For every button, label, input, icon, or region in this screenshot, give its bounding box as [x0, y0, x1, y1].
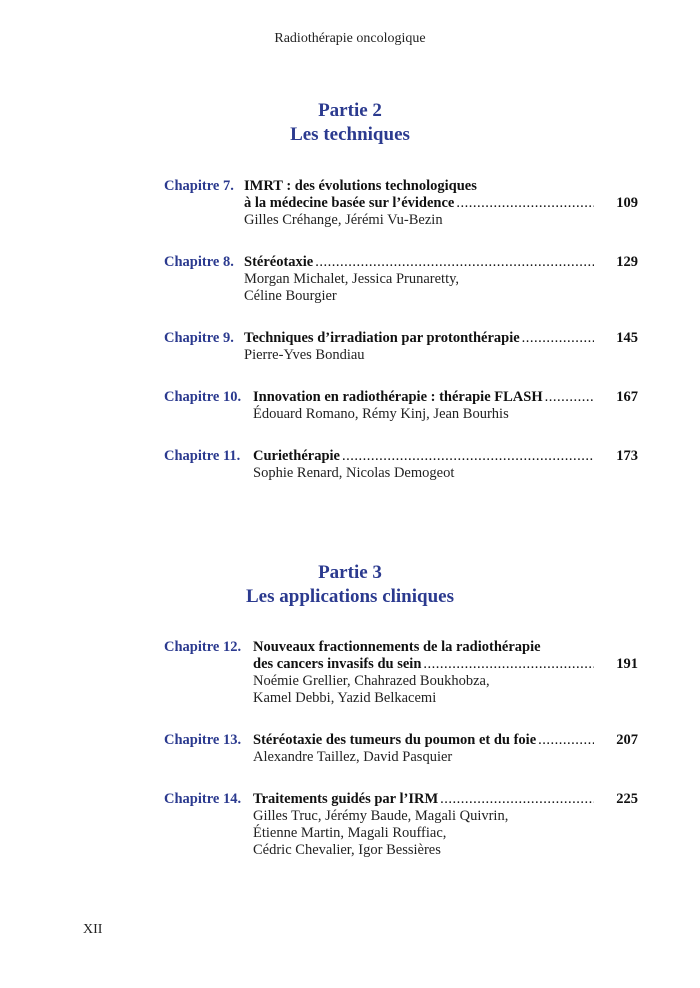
- chapter-title-text: Stéréotaxie des tumeurs du poumon et du foie: [253, 732, 537, 748]
- chapter-authors: Morgan Michalet, Jessica Prunaretty,: [244, 271, 460, 287]
- chapter-authors: Alexandre Taillez, David Pasquier: [253, 749, 453, 765]
- chapter-label: Chapitre 9.: [164, 330, 234, 346]
- chapter-page-number: 129: [616, 254, 638, 270]
- chapter-label: Chapitre 11.: [164, 448, 241, 464]
- dot-leader: [522, 330, 594, 347]
- chapter-authors: Étienne Martin, Magali Rouffiac,: [253, 825, 447, 841]
- chapter-title-text: Stéréotaxie: [244, 254, 314, 270]
- chapter-title-line: [253, 791, 594, 808]
- chapter-title-line: [253, 448, 594, 465]
- dot-leader: [423, 656, 594, 673]
- part-title: Les applications cliniques: [246, 586, 454, 607]
- chapter-label: Chapitre 7.: [164, 178, 234, 194]
- dot-leader: [342, 448, 594, 465]
- chapter-title-text: à la médecine basée sur l’évidence: [244, 195, 455, 211]
- chapter-title-text: Techniques d’irradiation par protonthérapie: [244, 330, 520, 346]
- toc-entry[interactable]: [164, 639, 638, 707]
- toc-entry[interactable]: [164, 178, 638, 229]
- chapter-title-text: Curiethérapie: [253, 448, 340, 464]
- chapter-page-number: 145: [616, 330, 638, 346]
- chapter-title-line: [244, 195, 594, 212]
- part-title: Les techniques: [290, 124, 410, 145]
- chapter-label: Chapitre 10.: [164, 389, 242, 405]
- dot-leader: [315, 254, 594, 271]
- part-heading-2: [0, 99, 700, 147]
- dot-leader: [545, 389, 594, 406]
- chapter-title-line: [253, 732, 594, 749]
- chapter-authors: Cédric Chevalier, Igor Bessières: [253, 842, 441, 858]
- chapter-page-number: 191: [616, 656, 638, 672]
- chapter-label: Chapitre 12.: [164, 639, 242, 655]
- chapter-title-line: Nouveaux fractionnements de la radiothérapie: [253, 639, 541, 655]
- chapter-authors: Sophie Renard, Nicolas Demogeot: [253, 465, 455, 481]
- page-number: XII: [83, 922, 103, 937]
- toc-entry[interactable]: [164, 389, 638, 423]
- chapter-page-number: 109: [616, 195, 638, 211]
- dot-leader: [456, 195, 594, 212]
- chapter-page-number: 173: [616, 448, 638, 464]
- toc-list-part-2: [164, 178, 638, 482]
- chapter-title-line: [244, 330, 594, 347]
- chapter-authors: Gilles Créhange, Jérémi Vu-Bezin: [244, 212, 443, 228]
- chapter-authors: Kamel Debbi, Yazid Belkacemi: [253, 690, 437, 706]
- chapter-title-line: IMRT : des évolutions technologiques: [244, 178, 477, 194]
- chapter-authors: Pierre-Yves Bondiau: [244, 347, 365, 363]
- toc-entry[interactable]: [164, 791, 638, 859]
- chapter-authors: Céline Bourgier: [244, 288, 337, 304]
- chapter-title-line: [253, 389, 594, 406]
- chapter-page-number: 225: [616, 791, 638, 807]
- toc-entry[interactable]: [164, 448, 638, 482]
- toc-list-part-3: [164, 639, 638, 859]
- part-heading-3: [0, 561, 700, 609]
- dot-leader: [538, 732, 594, 749]
- dot-leader: [440, 791, 594, 808]
- chapter-page-number: 207: [616, 732, 638, 748]
- part-label: Partie 3: [318, 562, 382, 583]
- chapter-title-line: [244, 254, 594, 271]
- chapter-authors: Gilles Truc, Jérémy Baude, Magali Quivrin,: [253, 808, 509, 824]
- toc-entry[interactable]: [164, 330, 638, 364]
- chapter-title-line: [253, 656, 594, 673]
- toc-entry[interactable]: [164, 254, 638, 305]
- chapter-authors: Noémie Grellier, Chahrazed Boukhobza,: [253, 673, 490, 689]
- chapter-title-text: Traitements guidés par l’IRM: [253, 791, 439, 807]
- toc-entry[interactable]: [164, 732, 638, 766]
- part-label: Partie 2: [318, 100, 382, 121]
- chapter-label: Chapitre 14.: [164, 791, 242, 807]
- chapter-label: Chapitre 8.: [164, 254, 234, 270]
- chapter-page-number: 167: [616, 389, 638, 405]
- chapter-authors: Édouard Romano, Rémy Kinj, Jean Bourhis: [253, 406, 509, 422]
- running-header: Radiothérapie oncologique: [274, 31, 426, 46]
- chapter-title-text: des cancers invasifs du sein: [253, 656, 422, 672]
- chapter-title-text: Innovation en radiothérapie : thérapie FLASH: [253, 389, 543, 405]
- chapter-label: Chapitre 13.: [164, 732, 242, 748]
